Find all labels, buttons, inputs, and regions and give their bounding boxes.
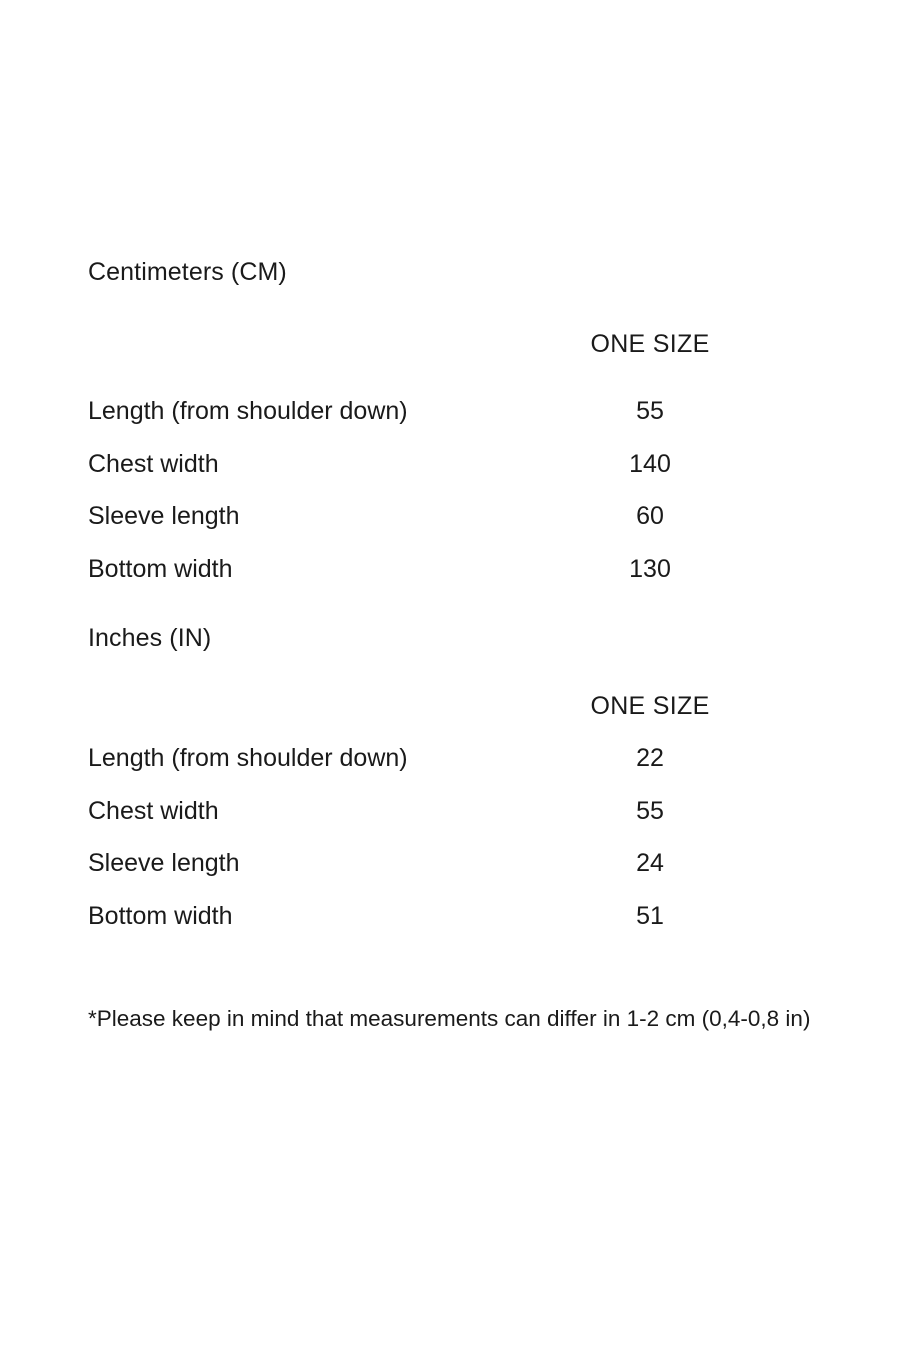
row-value: 130 (629, 555, 671, 583)
row-label: Chest width (88, 797, 219, 825)
row-value: 22 (636, 744, 664, 772)
section-heading-cm: Centimeters (CM) (88, 258, 287, 286)
row-label: Bottom width (88, 555, 233, 583)
section-heading-in: Inches (IN) (88, 624, 212, 652)
row-value: 24 (636, 849, 664, 877)
table-row (88, 744, 740, 778)
measurement-note: *Please keep in mind that measurements can differ in 1-2 cm (0,4-0,8 in) (88, 1006, 811, 1031)
table-row (88, 849, 740, 883)
row-value: 55 (636, 397, 664, 425)
table-row (88, 502, 740, 536)
row-value: 55 (636, 797, 664, 825)
row-label: Sleeve length (88, 502, 240, 530)
row-label: Chest width (88, 450, 219, 478)
row-value: 51 (636, 902, 664, 930)
column-header-one-size-cm: ONE SIZE (590, 330, 710, 358)
table-row (88, 797, 740, 831)
row-label: Length (from shoulder down) (88, 744, 408, 772)
row-value: 140 (629, 450, 671, 478)
row-label: Bottom width (88, 902, 233, 930)
row-value: 60 (636, 502, 664, 530)
table-row (88, 902, 740, 936)
column-header-one-size-in: ONE SIZE (590, 692, 710, 720)
table-row (88, 397, 740, 431)
table-row (88, 555, 740, 589)
row-label: Sleeve length (88, 849, 240, 877)
row-label: Length (from shoulder down) (88, 397, 408, 425)
table-row (88, 450, 740, 484)
